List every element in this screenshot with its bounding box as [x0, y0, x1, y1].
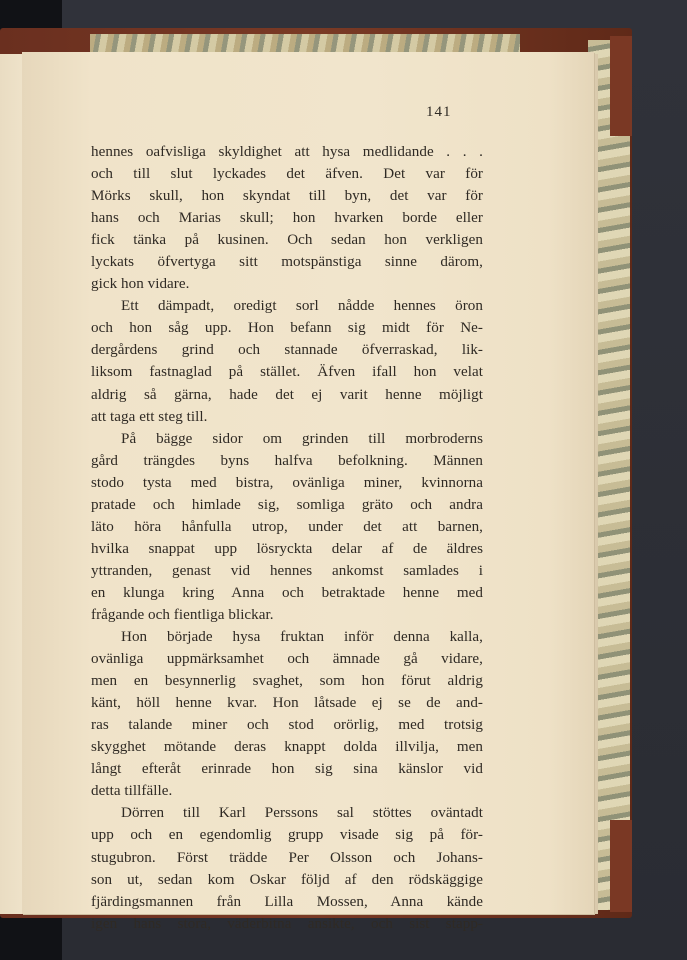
text-line: och hon såg upp. Hon befann sig midt för Ne-: [91, 320, 483, 337]
text-line: son ut, sedan kom Oskar följd af den rödskäggige: [91, 871, 483, 888]
text-line: Hon började hysa fruktan inför denna kalla,: [121, 629, 483, 646]
text-line: hans och Marias skull; hon hvarken borde eller: [91, 210, 483, 227]
text-line: igen hans stora, väderbitna ansikte, och sist stapp-: [91, 915, 483, 932]
text-line: På bägge sidor om grinden till morbroderns: [121, 430, 483, 447]
text-line: fjärdingsmannen från Lilla Mossen, Anna kände: [91, 893, 483, 910]
text-line: yttranden, genast vid hennes ankomst samlades i: [91, 562, 483, 579]
text-line: Ett dämpadt, oredigt sorl nådde hennes öron: [121, 298, 483, 315]
text-line: ovänliga uppmärksamhet och ämnade gå vidare,: [91, 651, 483, 668]
text-line: fick tänka på kusinen. Och sedan hon verkligen: [91, 232, 483, 249]
text-line: Mörks skull, hon skyndat till byn, det var för: [91, 188, 483, 205]
text-line: Dörren till Karl Perssons sal stöttes oväntadt: [121, 805, 483, 822]
text-line: lyckats öfvertyga sitt motspänstiga sinne därom,: [91, 254, 483, 271]
text-line: upp och en egendomlig grupp visade sig på för-: [91, 827, 483, 844]
leather-corner-bottom: [610, 820, 632, 912]
text-line: skygghet mötande deras knappt dolda illvilja, men: [91, 739, 483, 756]
text-line: hennes oafvisliga skyldighet att hysa medlidande . . .: [91, 144, 483, 160]
text-line: stugubron. Först trädde Per Olsson och Johans-: [91, 849, 483, 866]
text-line: dergårdens grind och stannade öfverraskad, lik-: [91, 342, 483, 359]
marbled-endpaper-top: [90, 34, 520, 52]
text-line: pratade och himlade sig, somliga gräto och andra: [91, 496, 483, 513]
text-line: ras talande miner och stod orörlig, med trotsig: [91, 717, 483, 734]
text-line: gick hon vidare.: [91, 276, 190, 293]
text-line: känt, höll henne kvar. Hon låtsade ej se de and-: [91, 695, 483, 712]
text-line: liksom fastnaglad på stället. Äfven ifall hon velat: [91, 364, 483, 381]
page-number: 141: [426, 104, 452, 120]
text-line: aldrig så gärna, hade det ej varit henne möjligt: [91, 386, 483, 403]
text-line: en klunga kring Anna och betraktade henne med: [91, 584, 483, 601]
text-line: långt efteråt erinrade hon sig sina känslor vid: [91, 761, 483, 778]
text-line: läto höra hånfulla utrop, under det att barnen,: [91, 518, 483, 535]
text-line: gård trängdes byns halfva befolkning. Männen: [91, 452, 483, 469]
text-line: frågande och fientliga blickar.: [91, 606, 274, 623]
text-line: stodo tysta med bistra, ovänliga miner, kvinnorna: [91, 474, 483, 491]
leather-corner-top: [610, 36, 632, 136]
body-text: [91, 141, 483, 935]
text-line: att taga ett steg till.: [91, 408, 208, 425]
text-line: men en besynnerlig svaghet, som hon förut aldrig: [91, 673, 483, 690]
text-line: hvilka snappat upp lösryckta delar af de äldres: [91, 540, 483, 557]
text-line: och till slut lyckades det äfven. Det var för: [91, 166, 483, 183]
text-line: detta tillfälle.: [91, 783, 173, 800]
